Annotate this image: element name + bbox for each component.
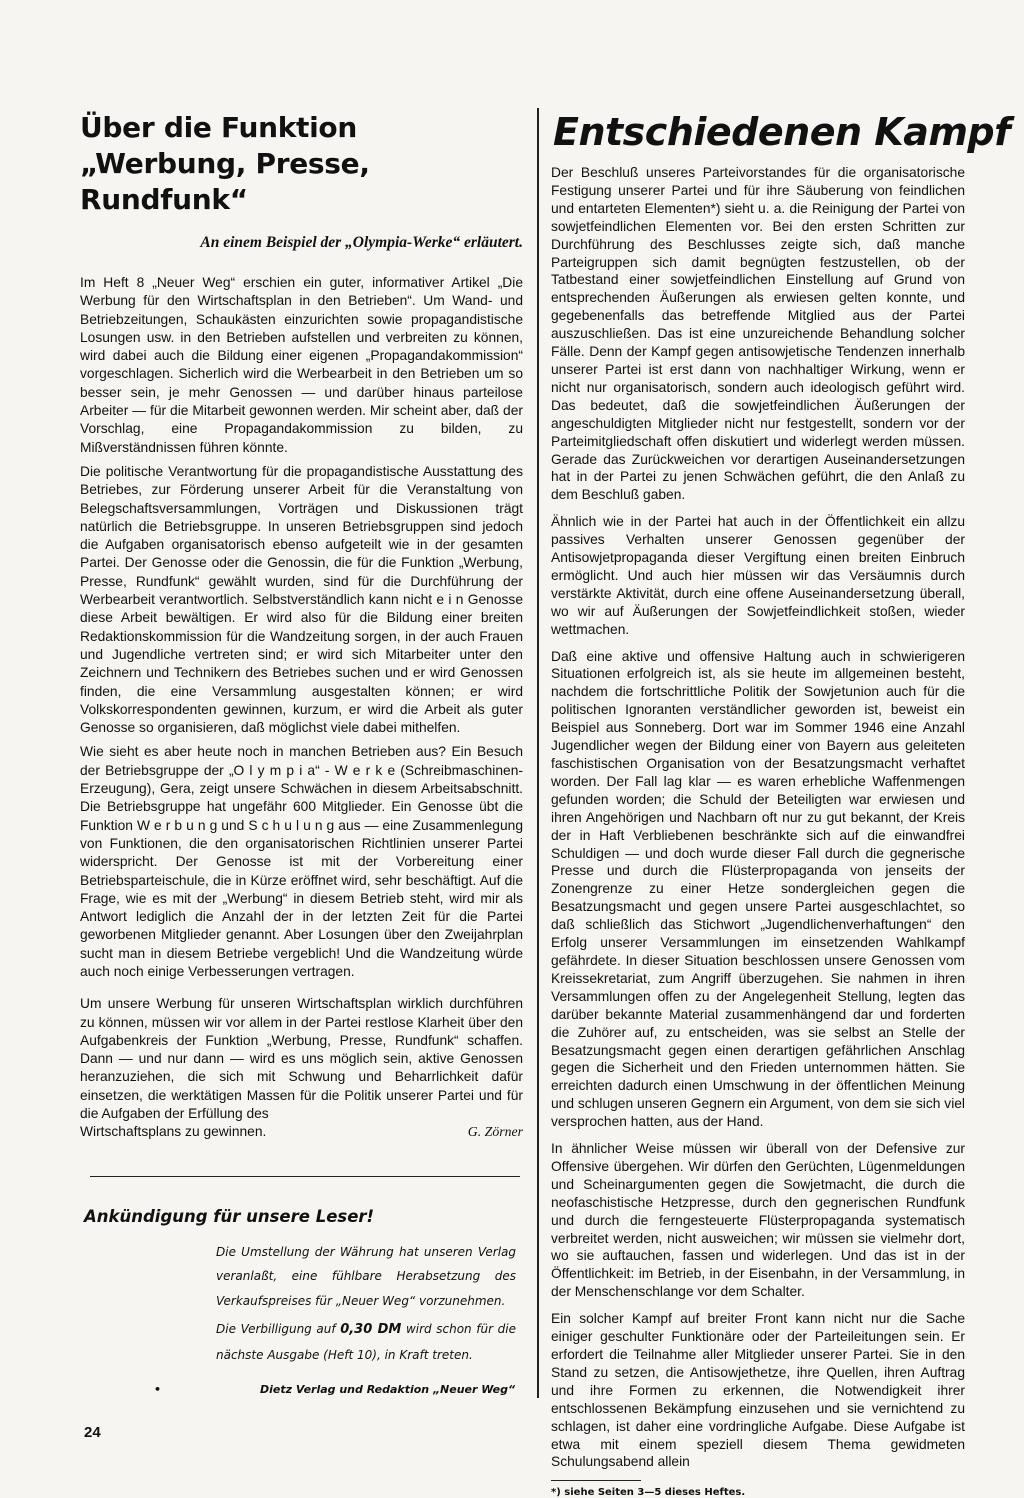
announcement-price: 0,30 DM [340,1322,402,1338]
bullet-dot: • [154,1383,162,1397]
left-article-title [80,110,523,218]
left-title-line-1: Über die Funktion [80,111,357,144]
horizontal-rule [90,1176,520,1177]
left-paragraph-4-last-line: Wirtschaftsplans zu gewinnen. [80,1124,267,1140]
author-signature: G. Zörner [467,1124,523,1140]
left-paragraph-4-text: Um unsere Werbung für unseren Wirtschaftsplan wirklich durchführen zu können, müssen wir vor allem in der Partei restlose Klarheit über den Aufgabenkreis der Funktion „Werbung, Presse, Rundfunk“ schaffen. Dann — und nur dann — wird es uns möglich sein, aktive Genossen heranzuziehen, die sich mit Schwung und Beharrlichkeit dafür einsetzen, die werktätigen Massen für die Politik unserer Partei und für die Aufgaben der Erfüllung des [80,996,523,1122]
announcement-box [154,1240,516,1397]
announcement-text-pre: Die Verbilligung auf [216,1322,336,1337]
right-paragraph-4: In ähnlicher Weise müssen wir überall von der Defensive zur Offensive übergehen. Wir dürfen den Gerüchten, Lügenmeldungen und Scheinargumenten gegen die Sowjetmacht, die durch die neofaschistische Hetzpresse, durch den gegnerischen Rundfunk und durch die ferngesteuerte Flüsterpropaganda systematisch verbreitet werden, nicht ausweichen; wir müssen sie vielmehr dort, wo sie auftauchen, fassen und widerlegen. Und das ist in der Öffentlichkeit: im Betrieb, in der Eisenbahn, in der Versammlung, in der Menschenschlange vor dem Schalter. [551,1141,965,1300]
column-divider [537,108,539,1398]
left-paragraph-1: Im Heft 8 „Neuer Weg“ erschien ein guter, informativer Artikel „Die Werbung für den Wirtschaftsplan in den Betrieben“. Um Wand- und Betriebzeitungen, Schaukästen einzurichten sowie propagandistische Losungen usw. in den Betrieben aufstellen und verbreiten zu können, wird dabei auch die Bildung einer eigenen „Propagandakommission“ vorgeschlagen. Sicherlich wird die Werbearbeit in den Betrieben um so besser sein, je mehr Genossen — und darüber hinaus parteilose Arbeiter — für die Mitarbeit gewonnen werden. Mir scheint aber, daß der Vorschlag, eine Propagandakommission zu bilden, zu Mißverständnissen führen könnte. [80,275,523,455]
announcement-paragraph-1: Die Umstellung der Währung hat unseren Verlag veranlaßt, eine fühlbare Herabsetzung des Verkaufspreises für „Neuer Weg“ vorzunehmen. [216,1244,516,1308]
left-title-line-2: „Werbung, Presse, Rundfunk“ [80,147,370,216]
right-paragraph-3: Daß eine aktive und offensive Haltung auch in schwierigeren Situationen erfolgreich ist, als sie heute im allgemeinen besteht, nachdem die fortschrittliche Politik der Sowjetunion auch für die politischen Ignoranten verständlicher geworden ist, beweist ein Beispiel aus Sonneberg. Dort war im Sommer 1946 eine Anzahl Jugendlicher wegen der Bildung einer von Bayern aus geleiteten faschistischen Organisation von der Besatzungsmacht verhaftet worden. Der Fall lag klar — es waren erhebliche Waffenmengen gefunden worden; die Schuld der Beteiligten war erwiesen und ihren Angehörigen und Nachbarn oft nur zu gut bekannt, der Kreis der in Haft Verbliebenen beschränkte sich auf die einwandfrei Schuldigen — und doch wurde dieser Fall durch die gegnerische Presse und durch die Flüsterpropaganda von jenseits der Zonengrenze zu einer Hetze sondergleichen gegen die Besatzungsmacht und gegen unsere Partei ausgeschlachtet, so daß schließlich das Stichwort „Jugendlichenverhaftungen“ den Erfolg unserer Versammlungen im einsetzenden Wahlkampf gefährdete. In dieser Situation beschlossen unsere Genossen vom Kreissekretariat, zum Angriff überzugehen. Sie nahmen in ihren Versammlungen offen zu der Angelegenheit Stellung, legten das darüber bekannte Material zusammenhängend dar und forderten die Zuhörer auf, zu entscheiden, was sie selbst an Stelle der Besatzungsmacht gegen einen derartigen gefährlichen Anschlag gegen die Sicherheit und den Frieden unternommen hätten. Sie erreichten dadurch einen Umschwung in der öffentlichen Meinung und schlugen unseren Gegnern ein Argument, von dem sie sich viel versprochen hatten, aus der Hand. [551,648,965,1130]
announcement-text-post: wird schon für die nächste Ausgabe (Heft 10), in Kraft treten. [216,1322,516,1362]
announcement-signature-text: Dietz Verlag und Redaktion „Neuer Weg“ [260,1383,516,1397]
left-article [80,100,523,1396]
right-paragraph-5: Ein solcher Kampf auf breiter Front kann nicht nur die Sache einiger geschulter Funktionäre oder der Parteileitungen sein. Er erfordert die Teilnahme aller Mitglieder unserer Partei. Sie in den Stand zu setzen, die Antisowjethetze, ihre Quellen, ihren Auftrag und ihre Formen zu erkennen, die Notwendigkeit ihrer entschlossenen Bekämpfung einzusehen und sie vernichtend zu schlagen, ist daher eine vordringliche Aufgabe. Diese Aufgabe ist etwa mit einem speziell diesem Thema gewidmeten Schulungsabend allein [551,1311,965,1470]
right-article [551,100,1011,1498]
footnote: *) siehe Seiten 3—5 dieses Heftes. [551,1487,746,1498]
right-paragraph-2: Ähnlich wie in der Partei hat auch in der Öffentlichkeit ein allzu passives Verhalten unserer Genossen gegenüber der Antisowjetpropaganda dieser Vergiftung einen breiten Einbruch ermöglicht. Und auch hier müssen wir das Versäumnis durch verstärkte Aktivität, durch eine offene Auseinandersetzung überall, wo wir auf Äußerungen der Sowjetfeindlichkeit stoßen, wieder wettmachen. [551,514,965,637]
announcement-signature [154,1383,516,1397]
announcement-title: Ankündigung für unsere Leser! [84,1206,375,1226]
left-paragraph-2: Die politische Verantwortung für die propagandistische Ausstattung des Betriebes, zur Förderung unserer Arbeit für die Veranstaltung von Belegschaftsversammlungen, Vorträgen und Diskussionen trägt natürlich die Betriebsgruppe. In unseren Betriebsgruppen sind jedoch die Aufgaben organisatorisch ebenso aufgeteilt wie in der gesamten Partei. Der Genosse oder die Genossin, die für die Funktion „Werbung, Presse, Rundfunk“ gewählt wurden, sind für die Durchführung der Werbearbeit verantwortlich. Selbstverständlich kann nicht e i n Genosse diese Arbeit bewältigen. Er wird also für die Bildung einer breiten Redaktionskommission für die Wandzeitung sorgen, in der auch Frauen und Jugendliche vertreten sind; er wird sich Mitarbeiter unter den Zeichnern und Technikern des Betriebes suchen und er wird Genossen finden, die eine Versammlung ausgestalten können; er wird Volkskorrespondenten gewinnen, kurzum, er wird die Arbeit als guter Genosse so organisieren, daß möglichst viele dabei mithelfen. [80,463,523,736]
page-number: 24 [84,1424,101,1441]
left-paragraph-3: Wie sieht es aber heute noch in manchen Betrieben aus? Ein Besuch der Betriebsgruppe der „O l y m p i a“ - W e r k e (Schreibmaschinen-Erzeugung), Gera, zeigt unsere Schwächen in diesem Arbeitsabschnitt. Die Betriebsgruppe hat ungefähr 600 Mitglieder. Ein Genosse übt die Funktion W e r b u n g und S c h u l u n g aus — eine Zusammenlegung von Funktionen, die den organisatorischen Richtlinien unserer Partei widerspricht. Der Genosse ist mit der Vorbereitung einer Betriebsparteischule, die in Kürze eröffnet wird, sehr beschäftigt. Auf die Frage, wie es mit der „Werbung“ in diesem Betrieb steht, wird mir als Antwort lediglich die Anzahl der in der letzten Zeit für die Partei geworbenen Mitglieder genannt. Aber Losungen über den Zweijahrplan sucht man in diesem Betriebe vergeblich! Und die Wandzeitung würde auch noch einige Verbesserungen vertragen. [80,744,523,979]
announcement-paragraph-2 [216,1317,516,1367]
signature-line [80,1123,523,1141]
right-paragraph-1: Der Beschluß unseres Parteivorstandes für die organisatorische Festigung unserer Partei und für ihre Säuberung von feindlichen und entarteten Elementen*) sieht u. a. die Reinigung der Partei von sowjetfeindlichen Elementen vor. Bei den ersten Schritten zur Durchführung des Beschlusses zeigte sich, daß manche Parteigruppen sich damit begnügten festzustellen, ob der Tatbestand einer sowjetfeindlichen Einstellung auf Grund von entsprechenden Äußerungen als erwiesen gelten konnte, und gegebenenfalls das betreffende Mitglied aus der Partei auszuschließen. Das ist eine unzureichende Behandlung solcher Fälle. Denn der Kampf gegen antisowjetische Tendenzen innerhalb unserer Partei ist erst dann von nachhaltiger Wirkung, wenn er nicht nur organisatorisch, sondern auch ideologisch geführt wird. Das bedeutet, daß die sowjetfeindlichen Äußerungen der angeschuldigten Mitglieder nicht nur festgestellt, sondern vor der Parteimitgliedschaft offen diskutiert und widerlegt werden müssen. Gerade das Zurückweichen vor derartigen Auseinandersetzungen hat in der Partei zu jenen Schwächen geführt, die den Anlaß zu dem Beschluß gaben. [551,165,965,503]
right-article-title: Entschiedenen Kampf [553,110,1011,154]
footnote-rule [551,1480,641,1481]
left-paragraph-4 [80,995,523,1141]
left-article-subtitle: An einem Beispiel der „Olympia-Werke“ erläutert. [200,234,523,251]
